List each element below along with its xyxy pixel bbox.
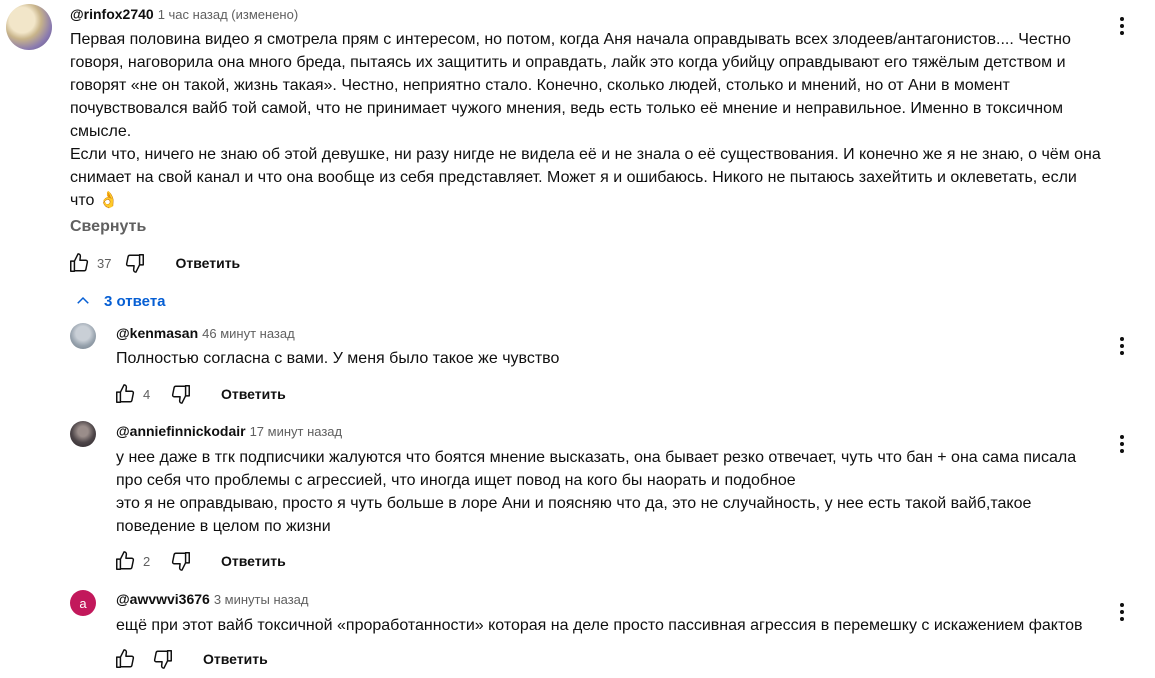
- reply-header: [116, 325, 295, 341]
- reply-actions: [113, 382, 286, 406]
- like-button[interactable]: [113, 382, 137, 406]
- like-count: 2: [143, 553, 151, 569]
- more-vert-dot: [1120, 617, 1124, 621]
- avatar[interactable]: [6, 4, 52, 50]
- avatar[interactable]: [70, 421, 96, 447]
- reply-menu-button[interactable]: [1110, 334, 1134, 358]
- dislike-button[interactable]: [169, 549, 193, 573]
- reply-button[interactable]: Ответить: [203, 651, 268, 667]
- reply-timestamp[interactable]: 17 минут назад: [249, 424, 343, 439]
- reply-button[interactable]: Ответить: [221, 386, 286, 402]
- more-vert-dot: [1120, 31, 1124, 35]
- like-button[interactable]: [67, 251, 91, 275]
- more-vert-dot: [1120, 24, 1124, 28]
- reply-text: [116, 347, 1106, 370]
- more-vert-icon: [1120, 337, 1124, 341]
- more-vert-dot: [1120, 351, 1124, 355]
- comment-actions: [67, 251, 240, 275]
- reply-paragraph: это я не оправдываю, просто я чуть больше в лоре Ани и поясняю что да, это не случайность, у нее есть такой вайб,такое поведение в целом по жизни: [116, 495, 1032, 535]
- thumbs-up-icon: [68, 252, 90, 274]
- thumbs-up-icon: [114, 648, 136, 670]
- reply-paragraph: у нее даже в тгк подписчики жалуются что боятся мнение высказать, она бывает резко отвечает, чуть что бан + она сама писала про себя что проблемы с агрессией, что иногда ищет повод на кого бы наорать и подобное: [116, 449, 1077, 489]
- reply-author[interactable]: @kenmasan: [116, 325, 199, 341]
- reply-actions: [113, 647, 268, 671]
- like-button[interactable]: [113, 647, 137, 671]
- like-button[interactable]: [113, 549, 137, 573]
- more-vert-dot: [1120, 442, 1124, 446]
- avatar[interactable]: [70, 323, 96, 349]
- avatar[interactable]: [70, 590, 96, 616]
- like-count: 4: [143, 386, 151, 402]
- reply-text: [116, 614, 1106, 637]
- more-vert-icon: [1120, 603, 1124, 607]
- thumbs-down-icon: [170, 383, 192, 405]
- thumbs-up-icon: [114, 383, 136, 405]
- comment-paragraph: Первая половина видео я смотрела прям с интересом, но потом, когда Аня начала оправдывать всех злодеев/антагонистов.... Честно говоря, наговорила она много бреда, пытаясь их защитить и оправдать, лайк это когда убийцу оправдывают его тяжёлым детством и говорят «не он такой, жизнь такая». Честно, неприятно стало. Конечно, сколько людей, столько и мнений, но от Ани в момент почувствовался вайб той самой, что не принимает чужого мнения, ведь есть только её мнение и неправильное. Именно в токсичном смысле.: [70, 31, 1071, 140]
- more-vert-icon: [1120, 435, 1124, 439]
- reply-timestamp[interactable]: 3 минуты назад: [213, 592, 309, 607]
- replies-toggle-button[interactable]: [74, 292, 166, 310]
- thumbs-down-icon: [124, 252, 146, 274]
- more-vert-dot: [1120, 344, 1124, 348]
- like-count: 37: [97, 255, 112, 271]
- reply-paragraph: Полностью согласна с вами. У меня было такое же чувство: [116, 350, 560, 367]
- reply-header: [116, 591, 309, 607]
- comment-author[interactable]: @rinfox2740: [70, 6, 154, 22]
- chevron-up-icon: [74, 292, 92, 310]
- reply-button[interactable]: Ответить: [221, 553, 286, 569]
- more-vert-dot: [1120, 449, 1124, 453]
- reply-menu-button[interactable]: [1110, 432, 1134, 456]
- reply-actions: [113, 549, 286, 573]
- dislike-button[interactable]: [169, 382, 193, 406]
- reply-author[interactable]: @awvwvi3676: [116, 591, 210, 607]
- reply-text: [116, 446, 1106, 538]
- reply-paragraph: ещё при этот вайб токсичной «проработанности» которая на деле просто пассивная агрессия в перемешку с искажением фактов: [116, 617, 1083, 634]
- more-vert-dot: [1120, 610, 1124, 614]
- thumbs-up-icon: [114, 550, 136, 572]
- dislike-button[interactable]: [151, 647, 175, 671]
- comment-paragraph: Если что, ничего не знаю об этой девушке, ни разу нигде не видела её и не знала о её существования. И конечно же я не знаю, о чём она снимает на свой канал и что она вообще из себя представляет. Может я и ошибаюсь. Никого не пытаюсь захейтить и оклеветать, если что 👌: [70, 146, 1101, 209]
- comment-text: [70, 28, 1105, 212]
- reply-author[interactable]: @anniefinnickodair: [116, 423, 246, 439]
- thumbs-down-icon: [170, 550, 192, 572]
- reply-header: [116, 423, 342, 439]
- dislike-button[interactable]: [123, 251, 147, 275]
- collapse-button[interactable]: Свернуть: [70, 218, 147, 235]
- reply-timestamp[interactable]: 46 минут назад: [202, 326, 295, 341]
- avatar-letter: a: [79, 595, 87, 611]
- more-vert-icon: [1120, 17, 1124, 21]
- reply-menu-button[interactable]: [1110, 600, 1134, 624]
- comment-timestamp[interactable]: 1 час назад (изменено): [157, 7, 299, 22]
- thumbs-down-icon: [152, 648, 174, 670]
- reply-button[interactable]: Ответить: [175, 255, 241, 271]
- replies-count-label: 3 ответа: [104, 292, 166, 310]
- comment-menu-button[interactable]: [1110, 14, 1134, 38]
- comment-header: [70, 6, 298, 22]
